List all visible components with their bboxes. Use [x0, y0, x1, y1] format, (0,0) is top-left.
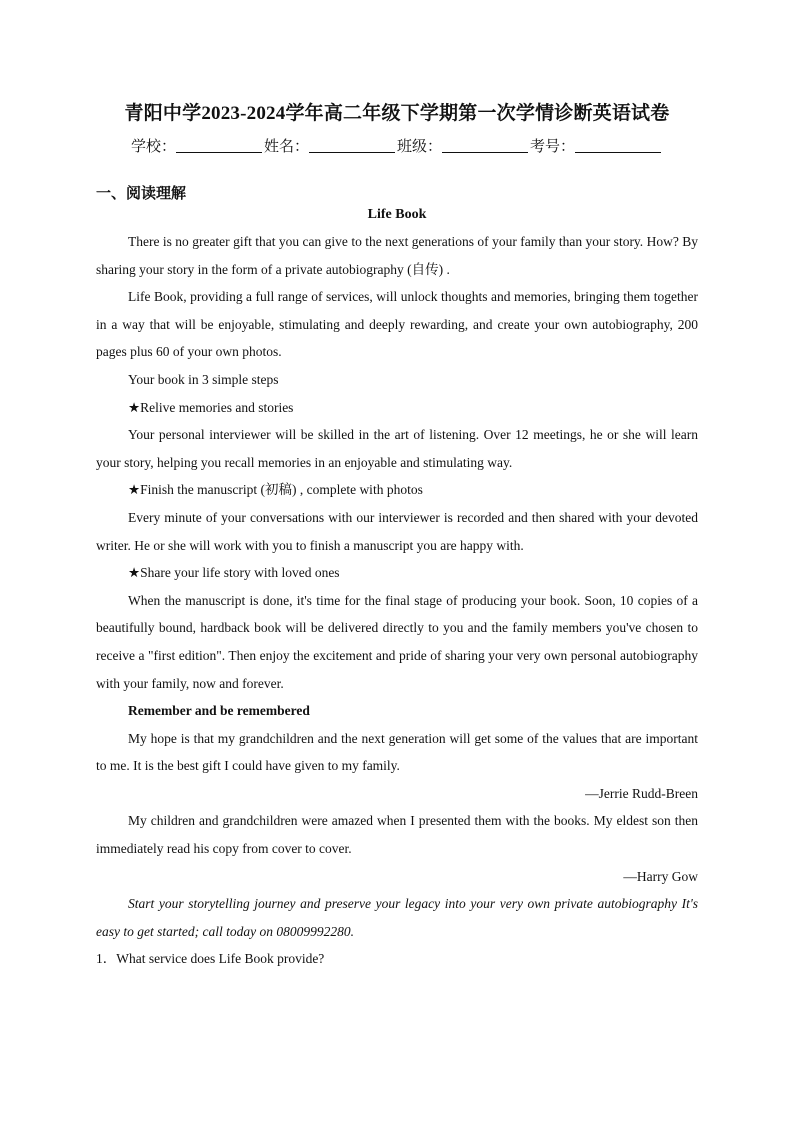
class-blank[interactable]: [442, 138, 528, 153]
question-1: 1．What service does Life Book provide?: [96, 951, 325, 967]
closing-call-to-action: Start your storytelling journey and preserve your legacy into your very own private autobiography It's easy to get started; call today on 08009992280.: [96, 896, 698, 939]
testimonial-1-author: —Jerrie Rudd-Breen: [585, 785, 698, 801]
passage-body: [96, 228, 698, 973]
step3-text: When the manuscript is done, it's time for the final stage of producing your book. Soon, 10 copies of a beautifully bound, hardback book will be delivered directly to you and the family members you've chosen to receive a "first edition". Then enjoy the excitement and pride of sharing your very own personal autobiography with your family, now and forever.: [96, 592, 698, 691]
class-label: 班级：: [397, 137, 443, 155]
step3-title: ★Share your life story with loved ones: [128, 565, 340, 581]
remember-heading: Remember and be remembered: [128, 703, 310, 719]
exam-title: 青阳中学2023-2024学年高二年级下学期第一次学情诊断英语试卷: [124, 103, 670, 124]
paragraph-steps-intro: Your book in 3 simple steps: [128, 371, 279, 387]
testimonial-2-author: —Harry Gow: [623, 868, 698, 884]
testimonial-1: My hope is that my grandchildren and the next generation will get some of the values that are important to me. It is the best gift I could have given to my family.: [96, 730, 698, 774]
passage-title: Life Book: [367, 207, 427, 222]
step1-text: Your personal interviewer will be skilled in the art of listening. Over 12 meetings, he or she will learn your story, helping you recall memories in an enjoyable and stimulating way.: [96, 427, 698, 470]
step2-title: ★Finish the manuscript (初稿) , complete with photos: [128, 482, 423, 498]
name-blank[interactable]: [309, 138, 395, 153]
number-blank[interactable]: [575, 138, 661, 153]
school-label: 学校：: [130, 137, 176, 155]
section-heading: 一、阅读理解: [96, 184, 187, 202]
name-label: 姓名：: [263, 137, 309, 155]
step2-text: Every minute of your conversations with our interviewer is recorded and then shared with your devoted writer. He or she will work with you to finish a manuscript you are happy with.: [96, 509, 698, 553]
number-label: 考号：: [530, 137, 576, 155]
step1-title: ★Relive memories and stories: [128, 399, 294, 415]
paragraph-services: Life Book, providing a full range of services, will unlock thoughts and memories, bringing them together in a way that will be enjoyable, stimulating and deeply rewarding, and create your own autobiography, 200 pages plus 60 of your own photos.: [96, 289, 698, 360]
student-info-line: [0, 135, 794, 157]
school-blank[interactable]: [176, 138, 262, 153]
paragraph-intro: There is no greater gift that you can give to the next generations of your family than your story. How? By sharing your story in the form of a private autobiography (自传) .: [96, 234, 698, 277]
testimonial-2: My children and grandchildren were amazed when I presented them with the books. My eldest son then immediately read his copy from cover to cover.: [96, 813, 698, 857]
